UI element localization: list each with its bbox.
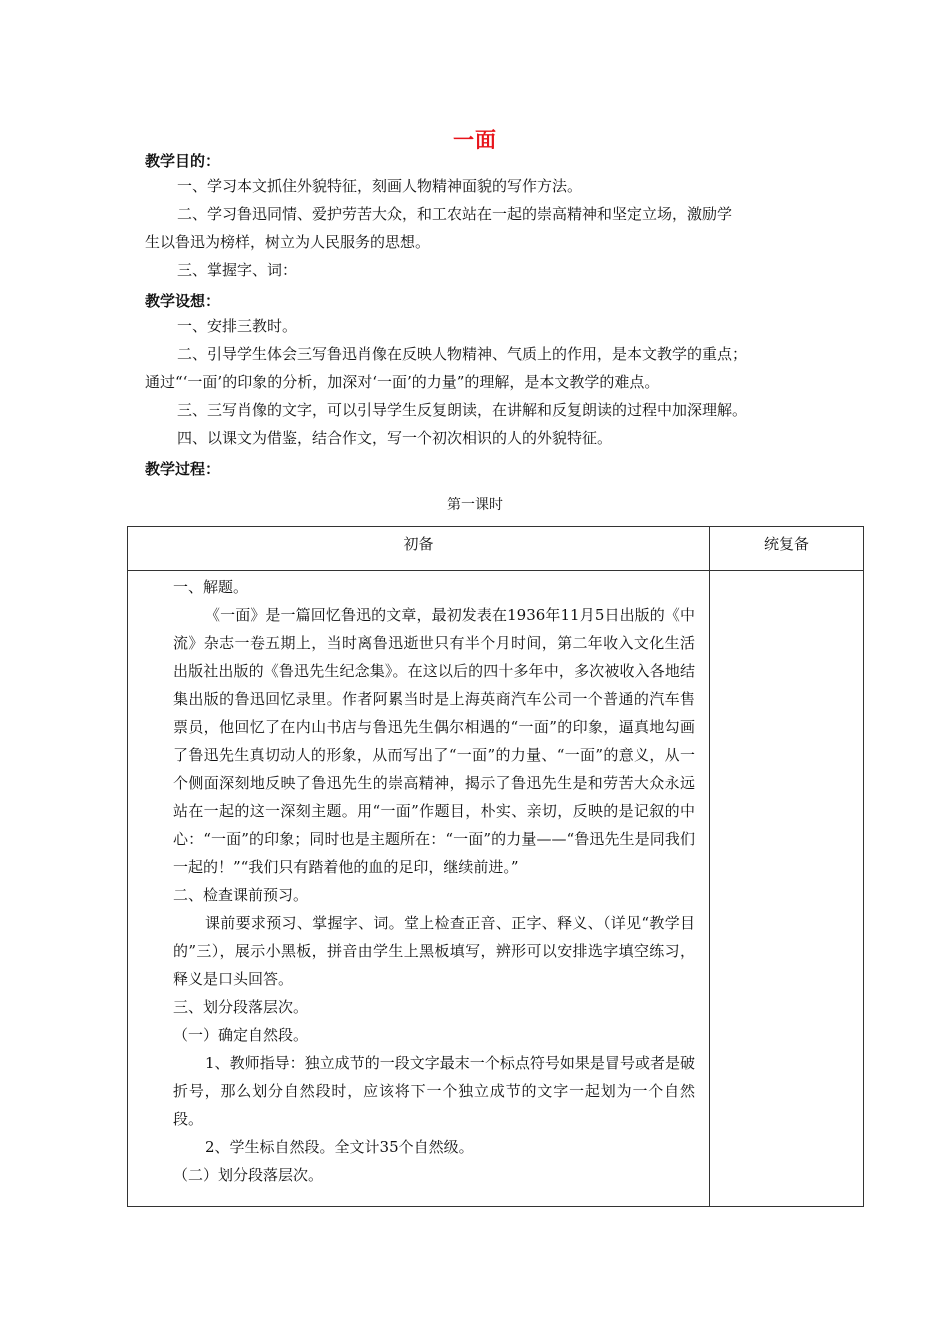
objectives-list — [145, 172, 825, 284]
cell-paragraph: 1、教师指导：独立成节的一段文字最末一个标点符号如果是冒号或者是破折号，那么划分自然段时，应该将下一个独立成节的文字一起划为一个自然段。 — [173, 1054, 695, 1128]
document-title: 一面 — [453, 128, 497, 152]
objective-item: 三、掌握字、词： — [177, 261, 298, 279]
column-header-initial-prep: 初备 — [128, 527, 710, 571]
objective-item: 生以鲁迅为榜样，树立为人民服务的思想。 — [145, 233, 431, 251]
objectives-heading: 教学目的： — [145, 152, 221, 170]
process-heading: 教学过程： — [145, 460, 221, 478]
cell-paragraph: 一、解题。 — [173, 578, 249, 596]
cell-paragraph: 二、检查课前预习。 — [173, 886, 309, 904]
design-list — [145, 312, 825, 452]
design-item: 三、三写肖像的文字，可以引导学生反复朗读，在讲解和反复朗读的过程中加深理解。 — [177, 401, 748, 419]
design-heading: 教学设想： — [145, 292, 221, 310]
lesson-plan-table — [127, 526, 864, 1207]
objective-item: 二、学习鲁迅同情、爱护劳苦大众，和工农站在一起的崇高精神和坚定立场，激励学 — [177, 205, 733, 223]
objective-item: 一、学习本文抓住外貌特征，刻画人物精神面貌的写作方法。 — [177, 177, 583, 195]
cell-paragraph: 《一面》是一篇回忆鲁迅的文章，最初发表在1936年11月5日出版的《中流》杂志一卷五期上，当时离鲁迅逝世只有半个月时间，第二年收入文化生活出版社出版的《鲁迅先生纪念集》。在这以后的四十多年中，多次被收入各地结集出版的鲁迅回忆录里。作者阿累当时是上海英商汽车公司一个普通的汽车售票员，他回忆了在内山书店与鲁迅先生偶尔相遇的“一面”的印象，逼真地勾画了鲁迅先生真切动人的形象，从而写出了“一面”的力量、“一面”的意义，从一个侧面深刻地反映了鲁迅先生的崇高精神，揭示了鲁迅先生是和劳苦大众永远站在一起的这一深刻主题。用“一面”作题目，朴实、亲切，反映的是记叙的中心：“一面”的印象；同时也是主题所在：“一面”的力量——“鲁迅先生是同我们一起的！”“我们只有踏着他的血的足印，继续前进。” — [173, 606, 695, 876]
cell-paragraph: 2、学生标自然段。全文计35个自然级。 — [205, 1138, 474, 1156]
cell-paragraph: 三、划分段落层次。 — [173, 998, 309, 1016]
cell-paragraph: （一）确定自然段。 — [173, 1026, 309, 1044]
initial-prep-cell — [128, 571, 710, 1207]
session-label: 第一课时 — [447, 497, 503, 513]
design-item: 四、以课文为借鉴，结合作文，写一个初次相识的人的外貌特征。 — [177, 429, 613, 447]
design-item: 通过“‘一面’的印象的分析，加深对‘一面’的力量”的理解，是本文教学的难点。 — [145, 373, 660, 391]
column-header-unified-prep: 统复备 — [710, 527, 864, 571]
cell-paragraph: 课前要求预习、掌握字、词。堂上检查正音、正字、释义、（详见“教学目的”三），展示小黑板，拼音由学生上黑板填写，辨形可以安排选字填空练习，释义是口头回答。 — [173, 914, 695, 988]
design-item: 二、引导学生体会三写鲁迅肖像在反映人物精神、气质上的作用，是本文教学的重点； — [177, 345, 748, 363]
design-item: 一、安排三教时。 — [177, 317, 298, 335]
unified-prep-cell — [710, 571, 864, 1207]
cell-paragraph: （二）划分段落层次。 — [173, 1166, 324, 1184]
